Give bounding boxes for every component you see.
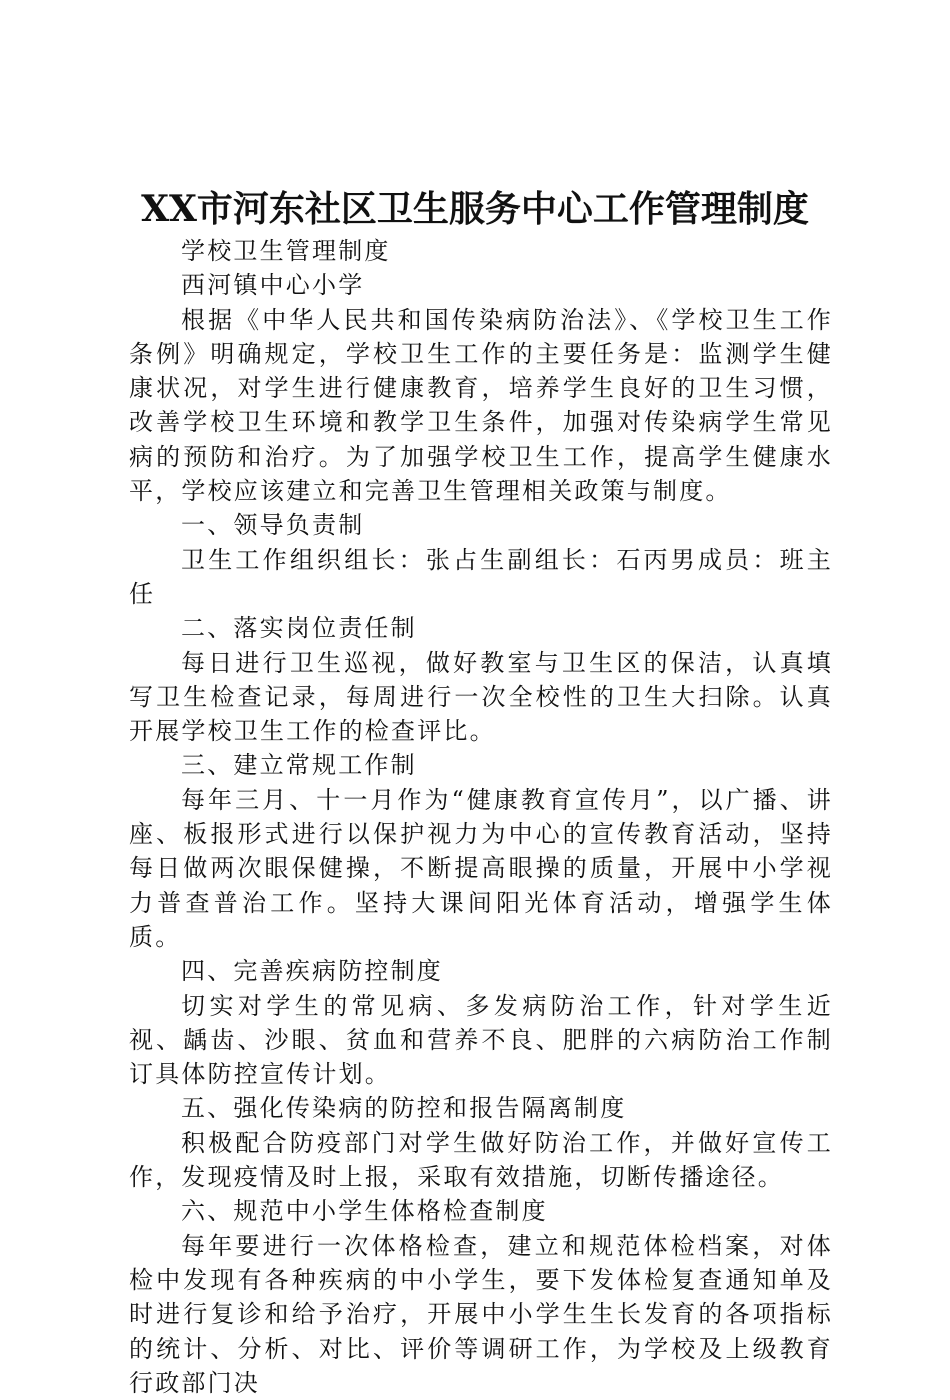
paragraph-intro: 根据《中华人民共和国传染病防治法》、《学校卫生工作条例》明确规定，学校卫生工作的主要任务是：监测学生健康状况，对学生进行健康教育，培养学生良好的卫生习惯，改善学校卫生环境和教学卫生条件，加强对传染病学生常见病的预防和治疗。为了加强学校卫生工作，提高学生健康水平，学校应该建立和完善卫生管理相关政策与制度。 [129, 305, 833, 506]
paragraph-routine: 每年三月、十一月作为“健康教育宣传月”，以广播、讲座、板报形式进行以保护视力为中心的宣传教育活动，坚持每日做两次眼保健操，不断提高眼操的质量，开展中小学视力普查普治工作。坚持大课间阳光体育活动，增强学生体质。 [129, 785, 833, 951]
section-heading-3: 三、建立常规工作制 [181, 751, 417, 780]
paragraph-subtitle: 学校卫生管理制度 [181, 237, 391, 265]
section-heading-1: 一、领导负责制 [181, 511, 365, 540]
paragraph-infectious-disease: 积极配合防疫部门对学生做好防治工作，并做好宣传工作，发现疫情及时上报，采取有效措施，切断传播途径。 [129, 1128, 833, 1192]
paragraph-physical-exam: 每年要进行一次体格检查，建立和规范体检档案，对体检中发现有各种疾病的中小学生，要下发体检复查通知单及时进行复诊和给予治疗，开展中小学生生长发育的各项指标的统计、分析、对比、评价等调研工作，为学校及上级教育行政部门决 [129, 1231, 833, 1397]
section-heading-5: 五、强化传染病的防控和报告隔离制度 [181, 1094, 627, 1123]
paragraph-school-name: 西河镇中心小学 [181, 271, 365, 300]
paragraph-responsibility: 每日进行卫生巡视，做好教室与卫生区的保洁，认真填写卫生检查记录，每周进行一次全校性的卫生大扫除。认真开展学校卫生工作的检查评比。 [129, 648, 833, 746]
paragraph-disease-control: 切实对学生的常见病、多发病防治工作，针对学生近视、龋齿、沙眼、贫血和营养不良、肥胖的六病防治工作制订具体防控宣传计划。 [129, 991, 833, 1089]
section-heading-2: 二、落实岗位责任制 [181, 614, 417, 643]
document-title: XX市河东社区卫生服务中心工作管理制度 [141, 188, 809, 230]
section-heading-4: 四、完善疾病防控制度 [181, 957, 443, 986]
section-heading-6: 六、规范中小学生体格检查制度 [181, 1197, 548, 1226]
document-body [129, 234, 833, 1400]
paragraph-organization: 卫生工作组织组长：张占生副组长：石丙男成员：班主任 [129, 545, 833, 608]
